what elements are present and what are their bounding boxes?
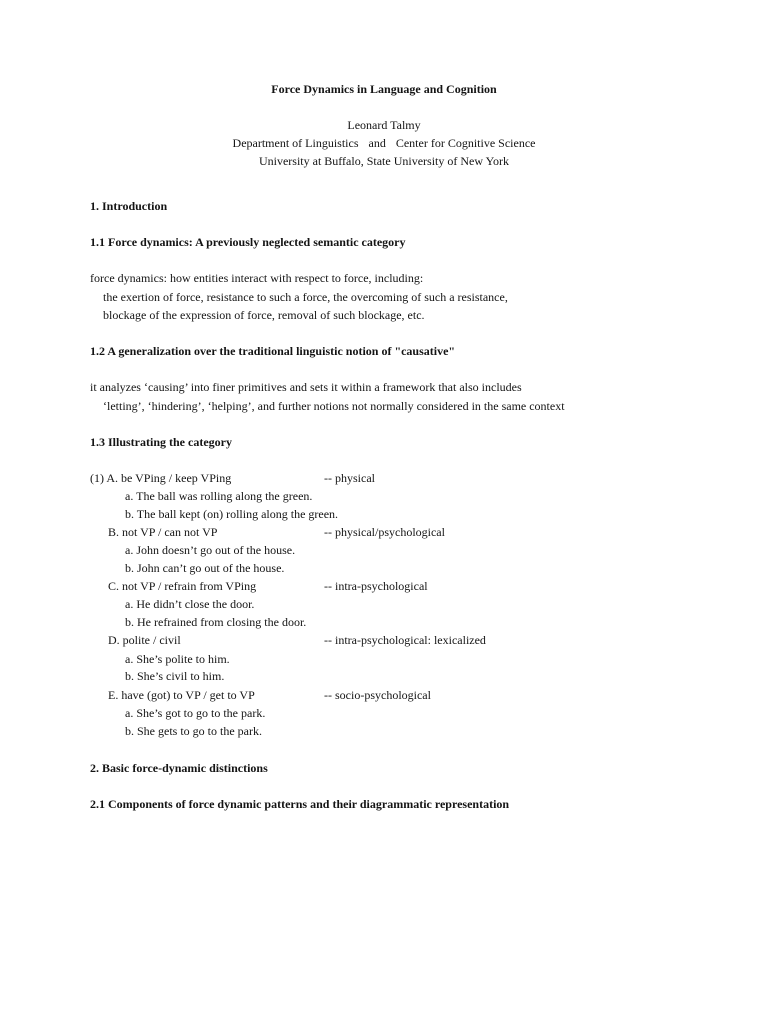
- example-sentence: a. She’s got to go to the park.: [125, 706, 266, 720]
- affiliation-line: [0, 136, 768, 151]
- example-gloss-a: -- physical: [324, 471, 375, 485]
- paragraph-line: it analyzes ‘causing’ into finer primitives and sets it within a framework that also includes: [90, 380, 522, 394]
- center-name: Center for Cognitive Science: [395, 136, 536, 150]
- example-heading-e: E. have (got) to VP / get to VP: [108, 688, 255, 702]
- example-sentence: b. She’s civil to him.: [125, 669, 225, 683]
- section-heading-2: 2. Basic force-dynamic distinctions: [90, 761, 268, 775]
- affiliation-conjunction: and: [368, 136, 386, 150]
- example-sentence: a. He didn’t close the door.: [125, 597, 255, 611]
- example-sentence: b. John can’t go out of the house.: [125, 561, 285, 575]
- example-sentence: b. The ball kept (on) rolling along the green.: [125, 507, 339, 521]
- university-name: University at Buffalo, State University of New York: [258, 154, 510, 168]
- example-heading-a: (1) A. be VPing / keep VPing: [90, 471, 232, 485]
- example-heading-c: C. not VP / refrain from VPing: [108, 579, 257, 593]
- department-name: Department of Linguistics: [232, 136, 359, 150]
- author-name: Leonard Talmy: [347, 118, 421, 132]
- example-sentence: b. He refrained from closing the door.: [125, 615, 307, 629]
- example-sentence: a. John doesn’t go out of the house.: [125, 543, 296, 557]
- paragraph-line: blockage of the expression of force, removal of such blockage, etc.: [103, 308, 425, 322]
- section-heading-1: 1. Introduction: [90, 199, 168, 213]
- section-heading-1-3: 1.3 Illustrating the category: [90, 435, 232, 449]
- paragraph-line: the exertion of force, resistance to such a force, the overcoming of such a resistance,: [103, 290, 508, 304]
- paragraph-line: ‘letting’, ‘hindering’, ‘helping’, and further notions not normally considered in the same context: [103, 399, 565, 413]
- section-heading-1-1: 1.1 Force dynamics: A previously neglected semantic category: [90, 235, 406, 249]
- example-gloss-c: -- intra-psychological: [324, 579, 428, 593]
- section-heading-2-1: 2.1 Components of force dynamic patterns and their diagrammatic representation: [90, 797, 510, 811]
- example-sentence: b. She gets to go to the park.: [125, 724, 262, 738]
- example-gloss-b: -- physical/psychological: [324, 525, 445, 539]
- paper-title: Force Dynamics in Language and Cognition: [271, 82, 497, 96]
- paragraph-line: force dynamics: how entities interact with respect to force, including:: [90, 271, 424, 285]
- example-heading-d: D. polite / civil: [108, 633, 181, 647]
- example-heading-b: B. not VP / can not VP: [108, 525, 218, 539]
- example-gloss-d: -- intra-psychological: lexicalized: [324, 633, 486, 647]
- section-heading-1-2: 1.2 A generalization over the traditional linguistic notion of "causative": [90, 344, 456, 358]
- example-sentence: a. The ball was rolling along the green.: [125, 489, 313, 503]
- example-sentence: a. She’s polite to him.: [125, 652, 230, 666]
- example-gloss-e: -- socio-psychological: [324, 688, 431, 702]
